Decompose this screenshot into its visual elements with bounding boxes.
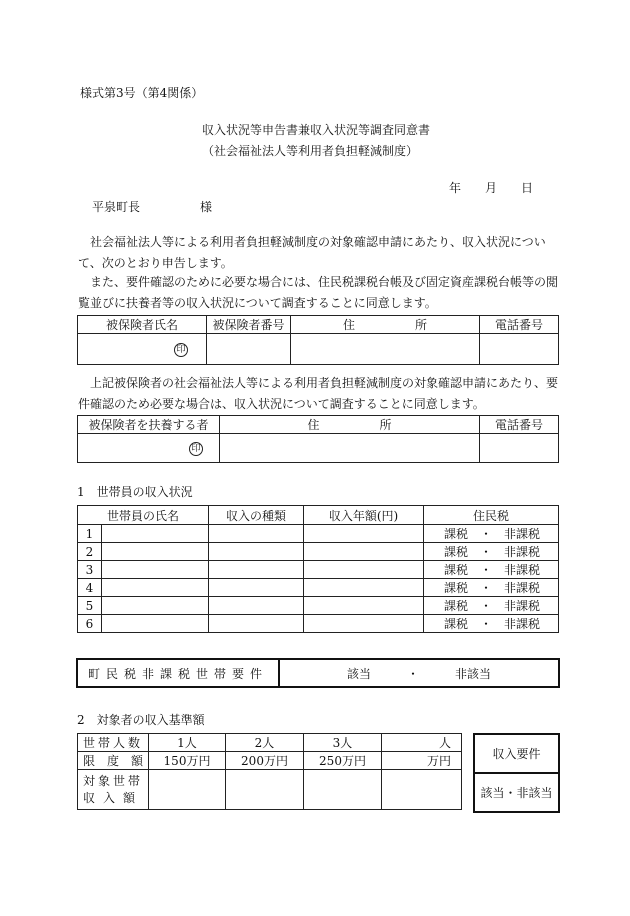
member-name-cell[interactable] [102, 525, 209, 543]
income-requirement-box [473, 733, 560, 813]
annual-income-cell[interactable] [304, 615, 424, 633]
household-income-cell-1[interactable] [149, 770, 226, 810]
declaration-paragraph-1: 社会福祉法人等による利用者負担軽減制度の対象確認申請にあたり、収入状況について、次のとおり申告します。 [78, 235, 546, 270]
supporter-phone-cell[interactable] [480, 434, 559, 463]
document-subtitle: （社会福祉法人等利用者負担軽減制度） [202, 144, 419, 158]
household-size-2: 2人 [226, 734, 304, 752]
member-name-cell[interactable] [102, 615, 209, 633]
header-member-name: 世帯員の氏名 [78, 506, 209, 525]
header-resident-tax: 住民税 [424, 506, 559, 525]
limit-amount-3: 250万円 [304, 752, 382, 770]
header-insured-name: 被保険者氏名 [78, 316, 207, 334]
member-name-cell[interactable] [102, 579, 209, 597]
household-income-table [77, 505, 559, 633]
seal-stamp-icon: 印 [174, 343, 188, 357]
annual-income-cell[interactable] [304, 597, 424, 615]
header-phone: 電話番号 [480, 316, 559, 334]
income-type-cell[interactable] [209, 543, 304, 561]
income-requirement-choice[interactable]: 該当・非該当 [474, 773, 559, 812]
income-type-cell[interactable] [209, 525, 304, 543]
resident-tax-choice[interactable]: 課税 ・ 非課税 [424, 543, 559, 561]
limit-amount-label: 限 度 額 [78, 752, 149, 770]
applicant-table [77, 315, 559, 365]
document-title: 収入状況等申告書兼収入状況等調査同意書 [202, 123, 431, 137]
income-criteria-table [77, 733, 462, 810]
household-size-other[interactable]: 人 [382, 734, 462, 752]
insured-name-cell[interactable] [78, 334, 207, 365]
annual-income-cell[interactable] [304, 579, 424, 597]
member-name-cell[interactable] [102, 561, 209, 579]
annual-income-cell[interactable] [304, 525, 424, 543]
household-income-cell-other[interactable] [382, 770, 462, 810]
resident-tax-choice[interactable]: 課税 ・ 非課税 [424, 561, 559, 579]
consent-paragraph: 上記被保険者の社会福祉法人等による利用者負担軽減制度の対象確認申請にあたり、要件確認のため必要な場合は、収入状況について調査することに同意します。 [78, 376, 559, 411]
resident-tax-choice[interactable]: 課税 ・ 非課税 [424, 615, 559, 633]
header-address: 住 所 [291, 316, 480, 334]
nontax-household-choice[interactable]: 該当 ・ 非該当 [279, 659, 559, 687]
table-row [78, 525, 559, 543]
phone-cell[interactable] [480, 334, 559, 365]
limit-amount-1: 150万円 [149, 752, 226, 770]
header-insured-number: 被保険者番号 [207, 316, 291, 334]
declaration-paragraph-2: また、要件確認のために必要な場合には、住民税課税台帳及び固定資産課税台帳等の閲覧並びに扶養者等の収入状況について調査することに同意します。 [78, 275, 559, 310]
supporter-name-cell[interactable] [78, 434, 220, 463]
header-supporter: 被保険者を扶養する者 [78, 416, 220, 434]
household-income-label [78, 770, 149, 810]
limit-amount-other[interactable]: 万円 [382, 752, 462, 770]
header-supporter-address: 住 所 [220, 416, 480, 434]
header-income-type: 収入の種類 [209, 506, 304, 525]
row-number: 5 [78, 597, 102, 615]
address-cell[interactable] [291, 334, 480, 365]
annual-income-cell[interactable] [304, 561, 424, 579]
table-row [78, 579, 559, 597]
income-type-cell[interactable] [209, 579, 304, 597]
insured-number-cell[interactable] [207, 334, 291, 365]
resident-tax-choice[interactable]: 課税 ・ 非課税 [424, 579, 559, 597]
table-row [78, 543, 559, 561]
form-number: 様式第3号（第4関係） [80, 86, 204, 100]
household-income-label-line2: 収入額 [82, 790, 143, 805]
section-1-title: 1 世帯員の収入状況 [77, 485, 193, 499]
seal-stamp-icon: 印 [189, 442, 203, 456]
row-number: 6 [78, 615, 102, 633]
household-size-1: 1人 [149, 734, 226, 752]
income-type-cell[interactable] [209, 597, 304, 615]
header-annual-income: 収入年額(円) [304, 506, 424, 525]
addressee: 平泉町長 様 [92, 200, 213, 214]
income-type-cell[interactable] [209, 561, 304, 579]
household-size-label: 世帯人数 [78, 734, 149, 752]
household-size-3: 3人 [304, 734, 382, 752]
income-type-cell[interactable] [209, 615, 304, 633]
row-number: 2 [78, 543, 102, 561]
resident-tax-choice[interactable]: 課税 ・ 非課税 [424, 525, 559, 543]
resident-tax-choice[interactable]: 課税 ・ 非課税 [424, 597, 559, 615]
annual-income-cell[interactable] [304, 543, 424, 561]
nontax-household-box [76, 658, 560, 688]
date-line: 年 月 日 [449, 181, 534, 195]
supporter-table [77, 415, 559, 463]
row-number: 1 [78, 525, 102, 543]
nontax-household-label: 町民税非課税世帯要件 [77, 659, 279, 687]
row-number: 4 [78, 579, 102, 597]
household-income-label-line1: 対象世帯 [82, 773, 143, 788]
member-name-cell[interactable] [102, 597, 209, 615]
table-row [78, 561, 559, 579]
member-name-cell[interactable] [102, 543, 209, 561]
table-row [78, 615, 559, 633]
section-2-title: 2 対象者の収入基準額 [77, 713, 205, 727]
header-supporter-phone: 電話番号 [480, 416, 559, 434]
table-row [78, 597, 559, 615]
income-requirement-label: 収入要件 [474, 734, 559, 773]
row-number: 3 [78, 561, 102, 579]
supporter-address-cell[interactable] [220, 434, 480, 463]
household-income-cell-2[interactable] [226, 770, 304, 810]
household-income-cell-3[interactable] [304, 770, 382, 810]
limit-amount-2: 200万円 [226, 752, 304, 770]
